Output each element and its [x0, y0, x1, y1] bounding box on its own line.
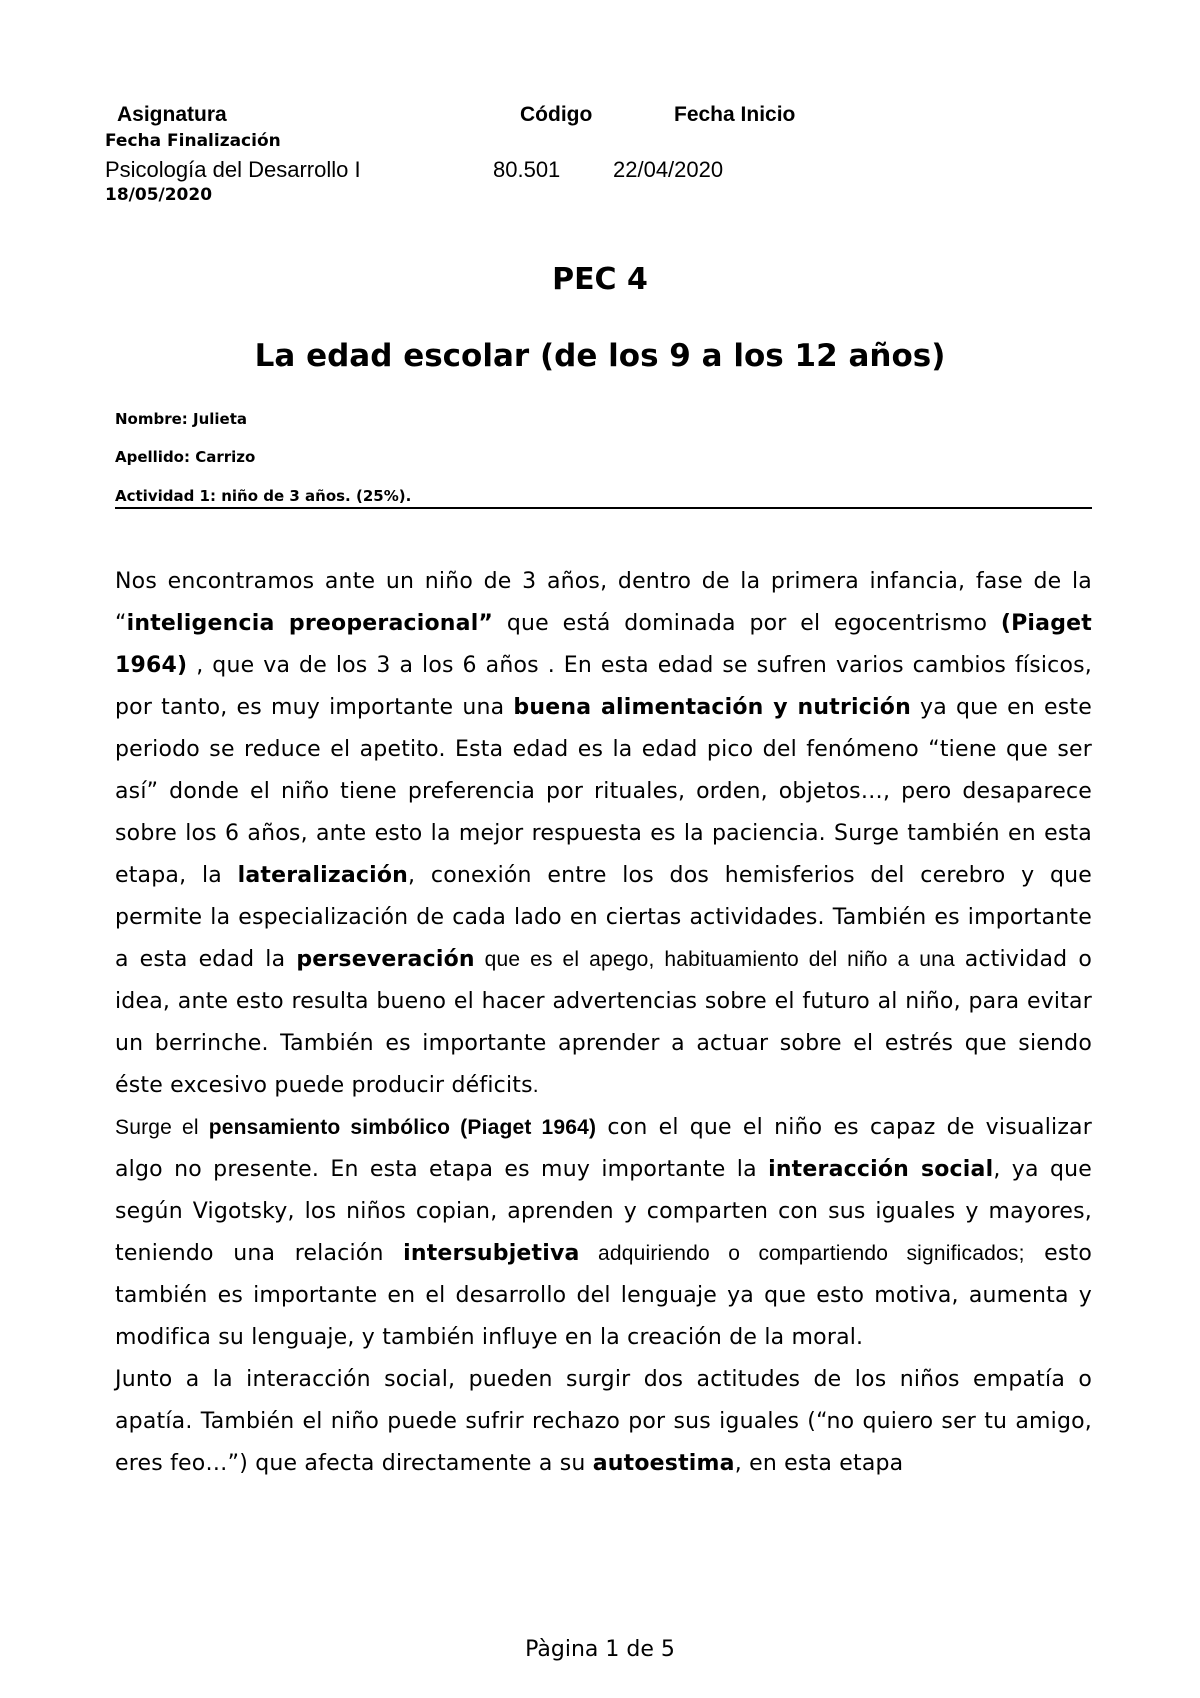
header-value-fecha-inicio: 22/04/2020: [613, 157, 724, 182]
p2-bold-pensamiento: pensamiento simbólico (Piaget 1964): [208, 1116, 597, 1139]
header-value-asignatura: Psicología del Desarrollo I: [105, 157, 361, 182]
p2-seg-2: con el que el niño es capaz de visualizar algo no presente. En esta etapa es muy importante la: [115, 1115, 1092, 1182]
paragraph-2: [115, 1107, 1092, 1359]
divider: [115, 507, 1092, 509]
header-value-codigo: 80.501: [493, 157, 561, 182]
header-label-fecha-finalizacion: Fecha Finalización: [105, 131, 281, 151]
activity-heading: Actividad 1: niño de 3 años. (25%).: [115, 487, 412, 505]
p2-seg-4: , ya que según Vigotsky, los niños copian, aprenden y comparten con sus iguales y mayores, teniendo una relación: [115, 1157, 1092, 1266]
p1-bold-perseveracion: perseveración: [296, 947, 475, 972]
p1-seg-0: Nos encontramos ante un niño de 3 años, dentro de la primera infancia, fase de la “: [115, 569, 1092, 636]
student-surname: Apellido: Carrizo: [115, 448, 256, 466]
p1-seg-2: que está dominada por el egocentrismo: [493, 611, 1001, 636]
p1-seg-4: , que va de los 3 a los 6 años . En esta edad se sufren varios cambios físicos, por tanto, es muy importante una: [115, 653, 1092, 720]
p1-seg-11: actividad o idea, ante esto resulta bueno el hacer advertencias sobre el futuro al niño, para evitar un berrinche. También es importante aprender a actuar sobre el estrés que siendo éste excesivo puede producir déficits: [115, 947, 1092, 1098]
p1-bold-piaget: (Piaget 1964): [115, 611, 1092, 678]
p2-seg-6: adquiriendo o compartiendo significados;: [579, 1242, 1025, 1265]
header-label-asignatura: Asignatura: [117, 103, 227, 126]
p3-seg-0: Junto a la interacción social, pueden surgir dos actitudes de los niños empatía o apatía. También el niño puede sufrir rechazo por sus iguales (“no quiero ser tu amigo, eres feo…”) que afecta directamente a su: [115, 1367, 1092, 1476]
p1-bold-lateralizacion: lateralización: [237, 863, 409, 888]
header-value-fecha-finalizacion: 18/05/2020: [105, 185, 213, 205]
p3-bold-autoestima: autoestima: [592, 1451, 735, 1476]
paragraph-1: [115, 561, 1092, 1107]
header-label-fecha-inicio: Fecha Inicio: [674, 103, 796, 126]
p2-bold-intersubjetiva: intersubjetiva: [403, 1241, 580, 1266]
student-name: Nombre: Julieta: [115, 410, 248, 428]
body-text: [115, 561, 1092, 1485]
paragraph-3: [115, 1359, 1092, 1485]
page-number: Pàgina 1 de 5: [525, 1637, 675, 1662]
p1-seg-6: ya que en este periodo se reduce el apetito. Esta edad es la edad pico del fenómeno “tiene que ser así” donde el niño tiene preferencia por rituales, orden, objetos…, pero desaparece sobre los 6 años, ante esto la mejor respuesta es la paciencia. Surge también en esta etapa, la: [115, 695, 1092, 888]
document-title: PEC 4: [552, 262, 648, 297]
p1-seg-10: que es el apego, habituamiento del niño a una: [474, 948, 965, 971]
header-label-codigo: Código: [520, 103, 593, 126]
p1-bold-inteligencia: inteligencia preoperacional”: [126, 611, 494, 636]
p1-bold-alimentacion: buena alimentación y nutrición: [513, 695, 911, 720]
p2-bold-interaccion: interacción social: [768, 1157, 994, 1182]
p2-seg-7: esto también es importante en el desarrollo del lenguaje ya que esto motiva, aumenta y modifica su lenguaje, y también influye en la creación de la moral.: [115, 1241, 1093, 1350]
p3-seg-2: , en esta etapa: [734, 1451, 904, 1476]
p1-seg-12: .: [532, 1074, 539, 1097]
p2-seg-0: Surge el: [115, 1116, 209, 1139]
p1-seg-8: , conexión entre los dos hemisferios del cerebro y que permite la especialización de cada lado en ciertas actividades. También es importante a esta edad la: [115, 863, 1092, 972]
document-subtitle: La edad escolar (de los 9 a los 12 años): [254, 338, 946, 374]
